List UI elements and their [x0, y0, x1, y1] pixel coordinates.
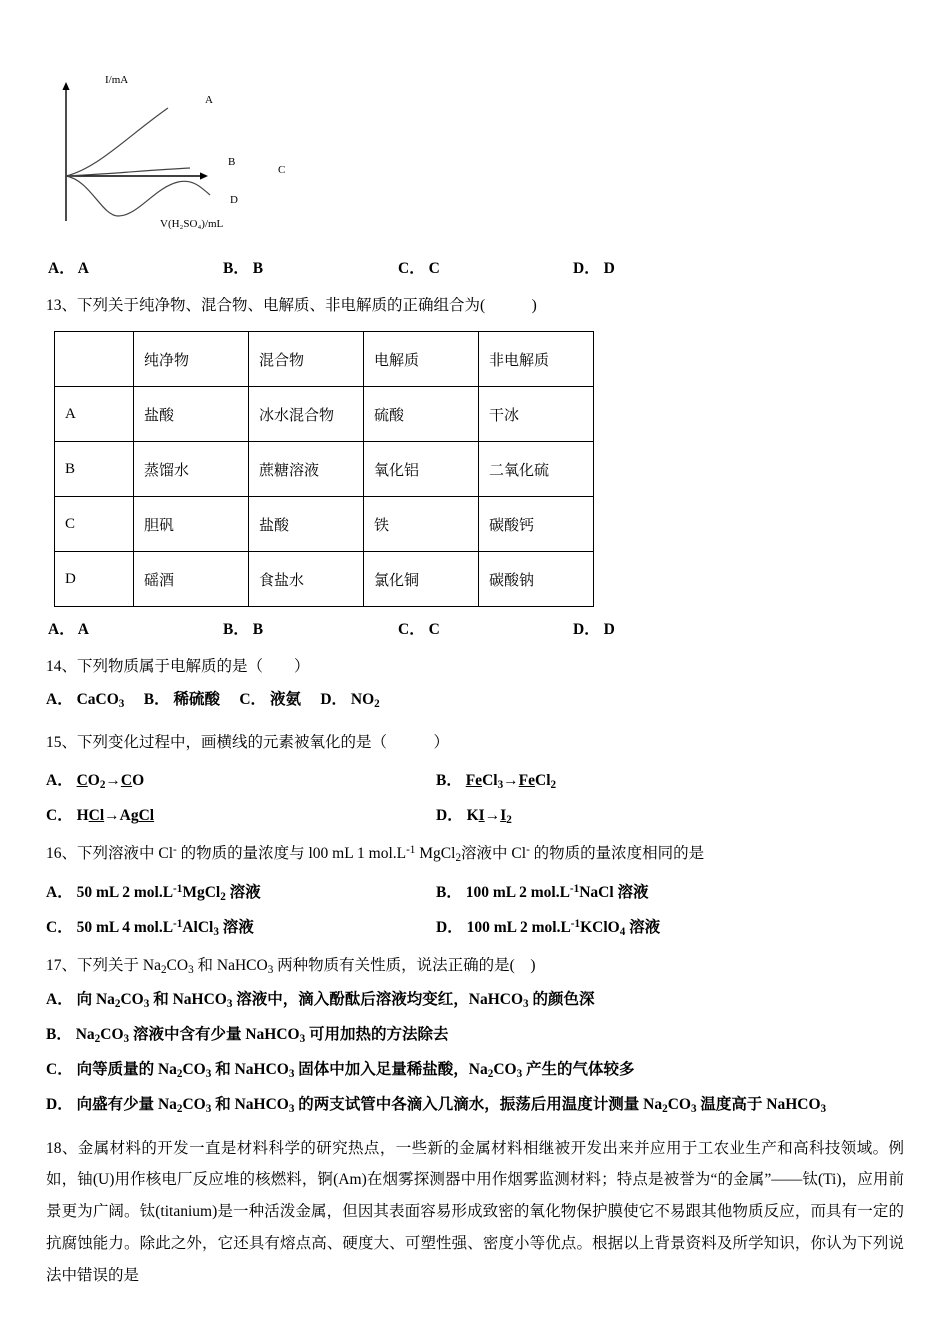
q17-option-b[interactable] — [46, 1019, 904, 1050]
graph-figure — [46, 76, 904, 246]
q16-option-d-label: D． — [436, 919, 463, 937]
q13-option-a-value: A — [77, 621, 89, 639]
q13-table — [54, 331, 594, 607]
table-cell: 铁 — [364, 497, 479, 552]
q12-option-c-value: C — [428, 260, 440, 277]
q13-stem: 13、下列关于纯净物、混合物、电解质、非电解质的正确组合为( ) — [46, 297, 537, 314]
table-row — [55, 497, 594, 552]
q17-option-c-value: 向等质量的 $Na_2CO_3$ 和 NaHCO$_3$ 固体中加入足量稀盐酸，$Na_2CO_3$ 产生的气体较多 — [76, 1061, 635, 1081]
q13-option-c-value: C — [428, 621, 440, 639]
table-cell: 硫酸 — [364, 387, 479, 442]
q15-options-row-1 — [46, 768, 904, 791]
x-axis-label: V(H₂SO₄)/mL — [160, 218, 224, 230]
q15-option-c-label: C． — [46, 807, 73, 825]
table-cell: 干冰 — [479, 387, 594, 442]
table-header-mixture: 混合物 — [249, 332, 364, 387]
q17-option-d-value: 向盛有少量 $Na_2CO_3$ 和 NaHCO$_3$ 的两支试管中各滴入几滴水，振荡后用温度计测量 $Na_2CO_3$ 温度高于 NaHCO$_3$ — [76, 1096, 827, 1116]
q14-stem: 14、下列物质属于电解质的是（ ） — [46, 658, 310, 676]
curve-label-b: B — [228, 156, 236, 168]
table-header-electrolyte: 电解质 — [364, 332, 479, 387]
table-row-key: C — [55, 497, 134, 552]
q16-option-c-value: 50 mL 4 $mol.L^{-1}AlCl_3$ 溶液 — [76, 918, 254, 938]
q16-option-d[interactable] — [436, 915, 904, 938]
q16-option-a-value: 50 mL 2 $mol.L^{-1}MgCl_2$ 溶液 — [76, 883, 261, 904]
q16-option-a-label: A． — [46, 884, 73, 902]
q13-option-a-label: A． — [48, 621, 75, 639]
q18-stem: 18、金属材料的开发一直是材料科学的研究热点，一些新的金属材料相继被开发出来并应用于工农业生产和高科技领域。例如，铀(U)用作核电厂反应堆的核燃料，锕(Am)在烟雾探测器中用作烟雾监测材料；特点是被誉为“的金属”——钛(Ti)，应用前景更为广阔。钛(titanium)是一种活泼金属，但因其表面容易形成致密的氧化物保护膜使它不易跟其他物质反应，而具有一定的抗腐蚀能力。除此之外，它还具有熔点高、硬度大、可塑性强、密度小等优点。根据以上背景资料及所学知识，你认为下列说法中错误的是 — [46, 1139, 904, 1284]
q12-option-b-label: B． — [223, 260, 249, 277]
q15-option-d-label: D． — [436, 807, 463, 825]
q15-stem: 15、下列变化过程中，画横线的元素被氧化的是（ ） — [46, 734, 450, 752]
q12-option-a-label: A． — [48, 260, 75, 277]
table-row-key: A — [55, 387, 134, 442]
q16-option-b-value: 100 mL 2 $mol.L^{-1}NaCl$ 溶液 — [465, 883, 649, 902]
curve-label-d: D — [230, 194, 238, 206]
table-cell: 盐酸 — [134, 387, 249, 442]
q16-option-b-label: B． — [436, 884, 462, 902]
q15-options-row-2 — [46, 803, 904, 826]
q12-option-a-value: A — [77, 260, 89, 277]
q13-option-d-value: D — [603, 621, 615, 639]
q17-option-a-value: 向 $Na_2CO_3$ 和 NaHCO$_3$ 溶液中，滴入酚酞后溶液均变红，NaHCO$_3$ 的颜色深 — [76, 991, 595, 1010]
table-row-key: B — [55, 442, 134, 497]
q13-option-b-value: B — [252, 621, 264, 639]
table-row-key: D — [55, 552, 134, 607]
q12-option-c[interactable] — [398, 256, 573, 278]
q16-stem: 16、下列溶液中 Cl- 的物质的量浓度与 l00 mL 1 $mol.L^{-1}$ MgCl$_2$溶液中 Cl- 的物质的量浓度相同的是 — [46, 844, 705, 864]
table-row — [55, 552, 594, 607]
q15-option-b[interactable] — [436, 768, 904, 791]
q15-option-c[interactable] — [46, 803, 436, 826]
q15-option-b-label: B． — [436, 772, 462, 790]
q12-option-b[interactable] — [223, 256, 398, 278]
q17-option-a-label: A． — [46, 991, 73, 1009]
q17-option-a[interactable] — [46, 984, 904, 1015]
q15-option-d-value: $KI\to I_2$ — [466, 807, 512, 827]
q12-option-d-value: D — [603, 260, 615, 277]
table-cell: 碳酸钠 — [479, 552, 594, 607]
q12-option-b-value: B — [252, 260, 264, 277]
table-cell: 氧化铝 — [364, 442, 479, 497]
table-row — [55, 387, 594, 442]
q13-option-b[interactable] — [223, 617, 398, 639]
q16-option-c-label: C． — [46, 919, 73, 937]
table-cell: 盐酸 — [249, 497, 364, 552]
table-cell: 食盐水 — [249, 552, 364, 607]
q17-stem: 17、下列关于 $Na_2CO_3$ 和 NaHCO$_3$ 两种物质有关性质，说法正确的是( ) — [46, 956, 536, 976]
q13-answer-row — [46, 617, 904, 639]
q16-options-row-1 — [46, 880, 904, 903]
q16-option-a[interactable] — [46, 880, 436, 903]
table-row — [55, 442, 594, 497]
graph-canvas — [50, 74, 286, 246]
q15-option-d[interactable] — [436, 803, 904, 826]
q14-options[interactable]: A． CaCO$_3$ B． 稀硫酸 C． 液氨 D． $NO_2$ — [46, 691, 380, 711]
q16-option-b[interactable] — [436, 880, 904, 903]
q15-option-a-label: A． — [46, 772, 73, 790]
q13-option-a[interactable] — [46, 617, 223, 639]
q13-option-d-label: D． — [573, 621, 600, 639]
table-header-row — [55, 332, 594, 387]
q15-option-b-value: FeCl$_3$→FeCl$_2$ — [465, 772, 557, 792]
table-cell: 蔗糖溶液 — [249, 442, 364, 497]
y-axis-label: I/mA — [105, 74, 129, 86]
table-header-pure: 纯净物 — [134, 332, 249, 387]
table-cell: 蒸馏水 — [134, 442, 249, 497]
table-cell: 胆矾 — [134, 497, 249, 552]
q17-option-b-value: $Na_2CO_3$ 溶液中含有少量 NaHCO$_3$ 可用加热的方法除去 — [75, 1026, 449, 1046]
q13-option-c[interactable] — [398, 617, 573, 639]
q16-options-row-2 — [46, 915, 904, 938]
q12-option-d[interactable] — [573, 256, 748, 278]
table-cell: 磘酒 — [134, 552, 249, 607]
q17-option-c-label: C． — [46, 1061, 73, 1079]
q15-option-a-value: $CO_2\to CO$ — [76, 772, 145, 792]
table-cell: 碳酸钙 — [479, 497, 594, 552]
table-header-corner — [55, 332, 134, 387]
q16-option-c[interactable] — [46, 915, 436, 938]
table-header-nonelectrolyte: 非电解质 — [479, 332, 594, 387]
q17-option-d[interactable] — [46, 1089, 904, 1120]
q12-option-d-label: D． — [573, 260, 600, 277]
q12-option-a[interactable] — [46, 256, 223, 278]
q13-option-b-label: B． — [223, 621, 249, 639]
q13-option-c-label: C． — [398, 621, 425, 639]
q16-option-d-value: 100 mL 2 $mol.L^{-1}KClO_4$ 溶液 — [466, 918, 661, 938]
table-cell: 二氧化硫 — [479, 442, 594, 497]
q15-option-a[interactable] — [46, 768, 436, 791]
q12-answer-row — [46, 256, 904, 278]
q15-option-c-value: HCl→AgCl — [76, 807, 155, 825]
q13-option-d[interactable] — [573, 617, 748, 639]
table-cell: 氯化铜 — [364, 552, 479, 607]
curve-label-a: A — [205, 94, 213, 106]
q17-option-c[interactable] — [46, 1054, 904, 1085]
table-cell: 冰水混合物 — [249, 387, 364, 442]
curve-label-c: C — [278, 164, 286, 176]
q17-option-d-label: D． — [46, 1096, 73, 1114]
q12-option-c-label: C． — [398, 260, 425, 277]
q17-option-b-label: B． — [46, 1026, 72, 1044]
